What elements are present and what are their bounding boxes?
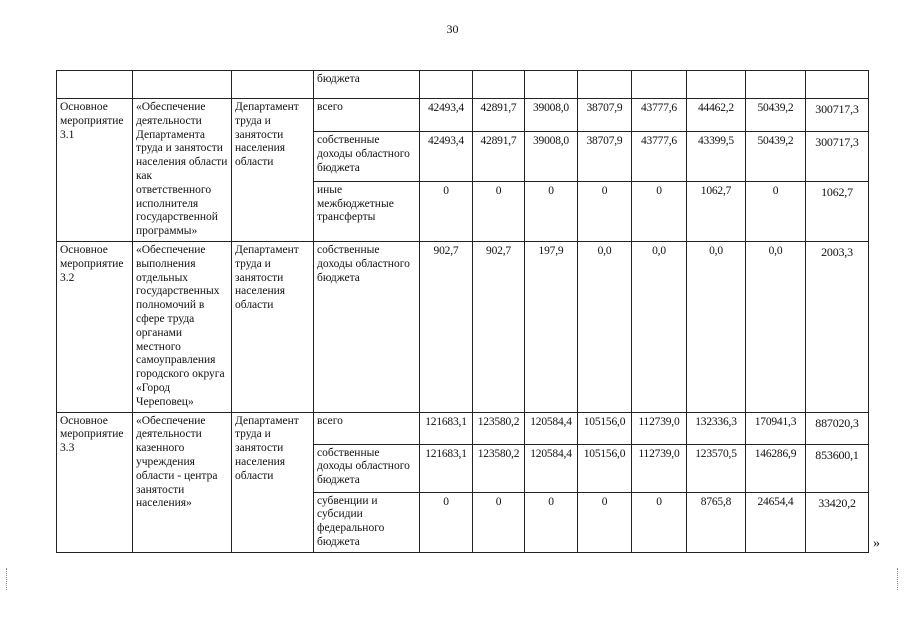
executor-cell: Департамент труда и занятости населения области <box>232 412 314 552</box>
value-cell: 44462,2 <box>687 99 746 132</box>
total-cell: 33420,2 <box>806 492 869 552</box>
value-cell: 8765,8 <box>687 492 746 552</box>
value-cell: 42493,4 <box>420 99 473 132</box>
total-cell: 300717,3 <box>806 99 869 132</box>
value-cell: 105156,0 <box>578 412 632 444</box>
value-cell: 121683,1 <box>420 444 473 492</box>
value-cell: 0 <box>632 181 687 241</box>
name-cell: «Обеспечение выполнения отдельных государственных полномочий в сфере труда органами местного самоуправления городского округа «Город Череповец» <box>133 241 232 412</box>
value-cell: 0,0 <box>746 241 806 412</box>
source-cell: собственные доходы областного бюджета <box>314 241 420 412</box>
event-cell <box>57 71 133 99</box>
value-cell: 38707,9 <box>578 99 632 132</box>
value-cell: 197,9 <box>525 241 578 412</box>
source-cell: иные межбюджетные трансферты <box>314 181 420 241</box>
value-cell: 0 <box>578 181 632 241</box>
closing-quote: » <box>873 536 880 551</box>
source-cell: бюджета <box>314 71 420 99</box>
value-cell: 0 <box>632 492 687 552</box>
executor-cell: Департамент труда и занятости населения области <box>232 99 314 242</box>
table-row <box>57 241 869 412</box>
source-cell: всего <box>314 412 420 444</box>
value-cell: 24654,4 <box>746 492 806 552</box>
value-cell: 112739,0 <box>632 444 687 492</box>
value-cell: 39008,0 <box>525 132 578 182</box>
value-cell <box>687 71 746 99</box>
value-cell: 120584,4 <box>525 412 578 444</box>
total-cell: 1062,7 <box>806 181 869 241</box>
value-cell: 123580,2 <box>473 444 525 492</box>
value-cell: 120584,4 <box>525 444 578 492</box>
value-cell <box>525 71 578 99</box>
name-cell <box>133 71 232 99</box>
executor-cell <box>232 71 314 99</box>
value-cell <box>746 71 806 99</box>
value-cell: 146286,9 <box>746 444 806 492</box>
value-cell: 170941,3 <box>746 412 806 444</box>
value-cell: 39008,0 <box>525 99 578 132</box>
value-cell: 132336,3 <box>687 412 746 444</box>
value-cell: 42493,4 <box>420 132 473 182</box>
value-cell: 0 <box>525 181 578 241</box>
scan-edge-mark-right <box>897 568 904 590</box>
event-cell: Основное мероприятие 3.1 <box>57 99 133 242</box>
value-cell: 50439,2 <box>746 132 806 182</box>
value-cell <box>473 71 525 99</box>
total-cell: 300717,3 <box>806 132 869 182</box>
total-cell: 2003,3 <box>806 241 869 412</box>
page-number: 30 <box>446 22 459 36</box>
name-cell: «Обеспечение деятельности Департамента труда и занятости населения области как ответственного исполнителя государственной программы» <box>133 99 232 242</box>
value-cell: 42891,7 <box>473 132 525 182</box>
value-cell <box>632 71 687 99</box>
value-cell: 43399,5 <box>687 132 746 182</box>
value-cell: 902,7 <box>473 241 525 412</box>
value-cell: 0 <box>746 181 806 241</box>
value-cell: 43777,6 <box>632 99 687 132</box>
value-cell: 123580,2 <box>473 412 525 444</box>
source-cell: всего <box>314 99 420 132</box>
value-cell: 123570,5 <box>687 444 746 492</box>
value-cell: 105156,0 <box>578 444 632 492</box>
table-row <box>57 71 869 99</box>
value-cell: 0,0 <box>687 241 746 412</box>
value-cell: 121683,1 <box>420 412 473 444</box>
source-cell: субвенции и субсидии федерального бюджета <box>314 492 420 552</box>
value-cell: 38707,9 <box>578 132 632 182</box>
source-cell: собственные доходы областного бюджета <box>314 444 420 492</box>
value-cell: 43777,6 <box>632 132 687 182</box>
value-cell: 1062,7 <box>687 181 746 241</box>
scan-edge-mark-left <box>6 568 13 590</box>
total-cell: 887020,3 <box>806 412 869 444</box>
value-cell: 50439,2 <box>746 99 806 132</box>
value-cell: 0,0 <box>632 241 687 412</box>
value-cell <box>806 71 869 99</box>
value-cell: 0,0 <box>578 241 632 412</box>
value-cell: 0 <box>473 492 525 552</box>
value-cell: 0 <box>525 492 578 552</box>
event-cell: Основное мероприятие 3.3 <box>57 412 133 552</box>
table-row <box>57 99 869 132</box>
total-cell: 853600,1 <box>806 444 869 492</box>
value-cell: 0 <box>420 181 473 241</box>
value-cell: 902,7 <box>420 241 473 412</box>
value-cell: 42891,7 <box>473 99 525 132</box>
table-body <box>57 71 869 553</box>
value-cell: 0 <box>473 181 525 241</box>
executor-cell: Департамент труда и занятости населения области <box>232 241 314 412</box>
budget-table <box>56 70 869 553</box>
source-cell: собственные доходы областного бюджета <box>314 132 420 182</box>
value-cell <box>420 71 473 99</box>
value-cell: 112739,0 <box>632 412 687 444</box>
event-cell: Основное мероприятие 3.2 <box>57 241 133 412</box>
table-row <box>57 412 869 444</box>
value-cell: 0 <box>578 492 632 552</box>
value-cell <box>578 71 632 99</box>
value-cell: 0 <box>420 492 473 552</box>
name-cell: «Обеспечение деятельности казенного учреждения области - центра занятости населения» <box>133 412 232 552</box>
